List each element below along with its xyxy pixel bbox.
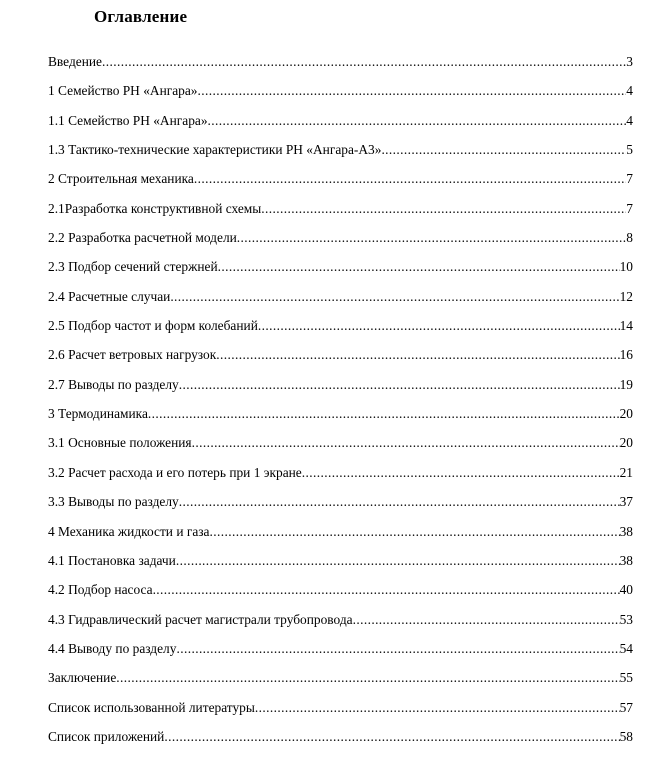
toc-entry — [48, 223, 633, 252]
page-title: Оглавление — [94, 7, 188, 26]
dot-leader — [237, 223, 627, 252]
dot-leader — [194, 164, 626, 193]
toc-entry-page: 4 — [626, 112, 633, 128]
dot-leader — [218, 252, 620, 281]
toc-entry-label: 4.3 Гидравлический расчет магистрали трубопровода — [48, 611, 353, 627]
toc-entry — [48, 487, 633, 516]
toc-entry — [48, 370, 633, 399]
toc-entry-label: Заключение — [48, 670, 117, 686]
dot-leader — [261, 194, 626, 223]
toc-entry — [48, 546, 633, 575]
toc-entry — [48, 663, 633, 692]
toc-entry-label: 2.6 Расчет ветровых нагрузок — [48, 347, 217, 363]
toc-entry — [48, 399, 633, 428]
toc-entry-label: Введение — [48, 54, 102, 69]
toc-entry — [48, 517, 633, 546]
dot-leader — [302, 458, 620, 487]
toc-entry — [48, 164, 633, 193]
toc-entry-label: 4.1 Постановка задачи — [48, 552, 176, 568]
toc-entry-label: 2.3 Подбор сечений стержней — [48, 259, 218, 275]
toc-entry-page: 12 — [619, 288, 633, 304]
toc-entry — [48, 428, 633, 457]
toc-entry-label: 2.1Разработка конструктивной схемы — [48, 200, 262, 216]
toc-entry-page: 53 — [619, 611, 633, 627]
toc-entry-label: 3.3 Выводы по разделу — [48, 494, 179, 510]
toc-entry-label: 2.5 Подбор частот и форм колебаний — [48, 318, 258, 334]
toc-entry-page: 57 — [619, 699, 633, 715]
toc-entry-page: 4 — [626, 83, 633, 99]
toc-entry — [48, 76, 633, 105]
toc-entry-page: 37 — [619, 494, 633, 510]
toc-entry-label: 1.1 Семейство РН «Ангара» — [48, 112, 208, 128]
toc-entry-label: Список приложений — [48, 728, 165, 744]
toc-entry-page: 14 — [619, 318, 633, 334]
toc-entry-page: 7 — [626, 171, 633, 187]
toc-entry-label: 2 Строительная механика — [48, 171, 194, 187]
dot-leader — [164, 722, 619, 751]
dot-leader — [179, 370, 620, 399]
toc-entry-page: 55 — [619, 670, 633, 686]
dot-leader — [255, 693, 620, 722]
toc-entry-label: Список использованной литературы — [48, 699, 255, 715]
toc-entry — [48, 458, 633, 487]
dot-leader — [102, 47, 626, 76]
dot-leader — [179, 487, 620, 516]
dot-leader — [170, 282, 619, 311]
toc-entry-page: 54 — [619, 640, 633, 656]
toc-entry — [48, 634, 633, 663]
dot-leader — [198, 76, 627, 105]
toc-entry-label: 3.1 Основные положения — [48, 435, 192, 451]
toc-entry-page: 3 — [626, 54, 633, 69]
dot-leader — [192, 428, 620, 457]
toc-entry-page: 5 — [626, 142, 633, 158]
toc-entry — [48, 722, 633, 751]
toc-entry-label: 1 Семейство РН «Ангара» — [48, 83, 198, 99]
toc-entry-label: 2.4 Расчетные случаи — [48, 288, 171, 304]
toc-entry — [48, 340, 633, 369]
toc-entry-page: 10 — [619, 259, 633, 275]
toc-entry-label: 1.3 Тактико-технические характеристики РН «Ангара-А3» — [48, 142, 382, 158]
dot-leader — [176, 546, 620, 575]
toc-entry — [48, 135, 633, 164]
toc-entry — [48, 106, 633, 135]
toc-entry-label: 3 Термодинамика — [48, 406, 148, 422]
dot-leader — [258, 311, 620, 340]
toc-entry-page: 16 — [619, 347, 633, 363]
dot-leader — [353, 605, 620, 634]
toc-entry-page: 38 — [619, 552, 633, 568]
toc-entry-page: 7 — [626, 200, 633, 216]
dot-leader — [176, 634, 619, 663]
dot-leader — [216, 340, 619, 369]
toc-entry-label: 2.7 Выводы по разделу — [48, 376, 179, 392]
dot-leader — [153, 575, 620, 604]
dot-leader — [148, 399, 620, 428]
toc-entry-page: 8 — [626, 230, 633, 246]
toc-entry — [48, 605, 633, 634]
toc-entry-page: 40 — [619, 582, 633, 598]
toc-entry-label: 4.4 Выводу по разделу — [48, 640, 177, 656]
toc-entry — [48, 693, 633, 722]
toc-entry-label: 3.2 Расчет расхода и его потерь при 1 экране — [48, 464, 302, 480]
toc-entry-label: 4.2 Подбор насоса — [48, 582, 153, 598]
dot-leader — [210, 517, 620, 546]
dot-leader — [116, 663, 619, 692]
dot-leader — [208, 106, 627, 135]
toc-entry — [48, 252, 633, 281]
toc-entry-page: 21 — [619, 464, 633, 480]
toc-entry-label: 2.2 Разработка расчетной модели — [48, 230, 237, 246]
toc-entry-page: 20 — [619, 435, 633, 451]
table-of-contents — [48, 47, 633, 751]
toc-entry-page: 38 — [619, 523, 633, 539]
toc-entry — [48, 282, 633, 311]
dot-leader — [381, 135, 626, 164]
toc-entry-page: 19 — [619, 376, 633, 392]
toc-entry — [48, 311, 633, 340]
toc-entry — [48, 47, 633, 76]
toc-entry-page: 20 — [619, 406, 633, 422]
toc-entry-page: 58 — [619, 728, 633, 744]
toc-entry — [48, 194, 633, 223]
toc-entry-label: 4 Механика жидкости и газа — [48, 523, 210, 539]
toc-entry — [48, 575, 633, 604]
